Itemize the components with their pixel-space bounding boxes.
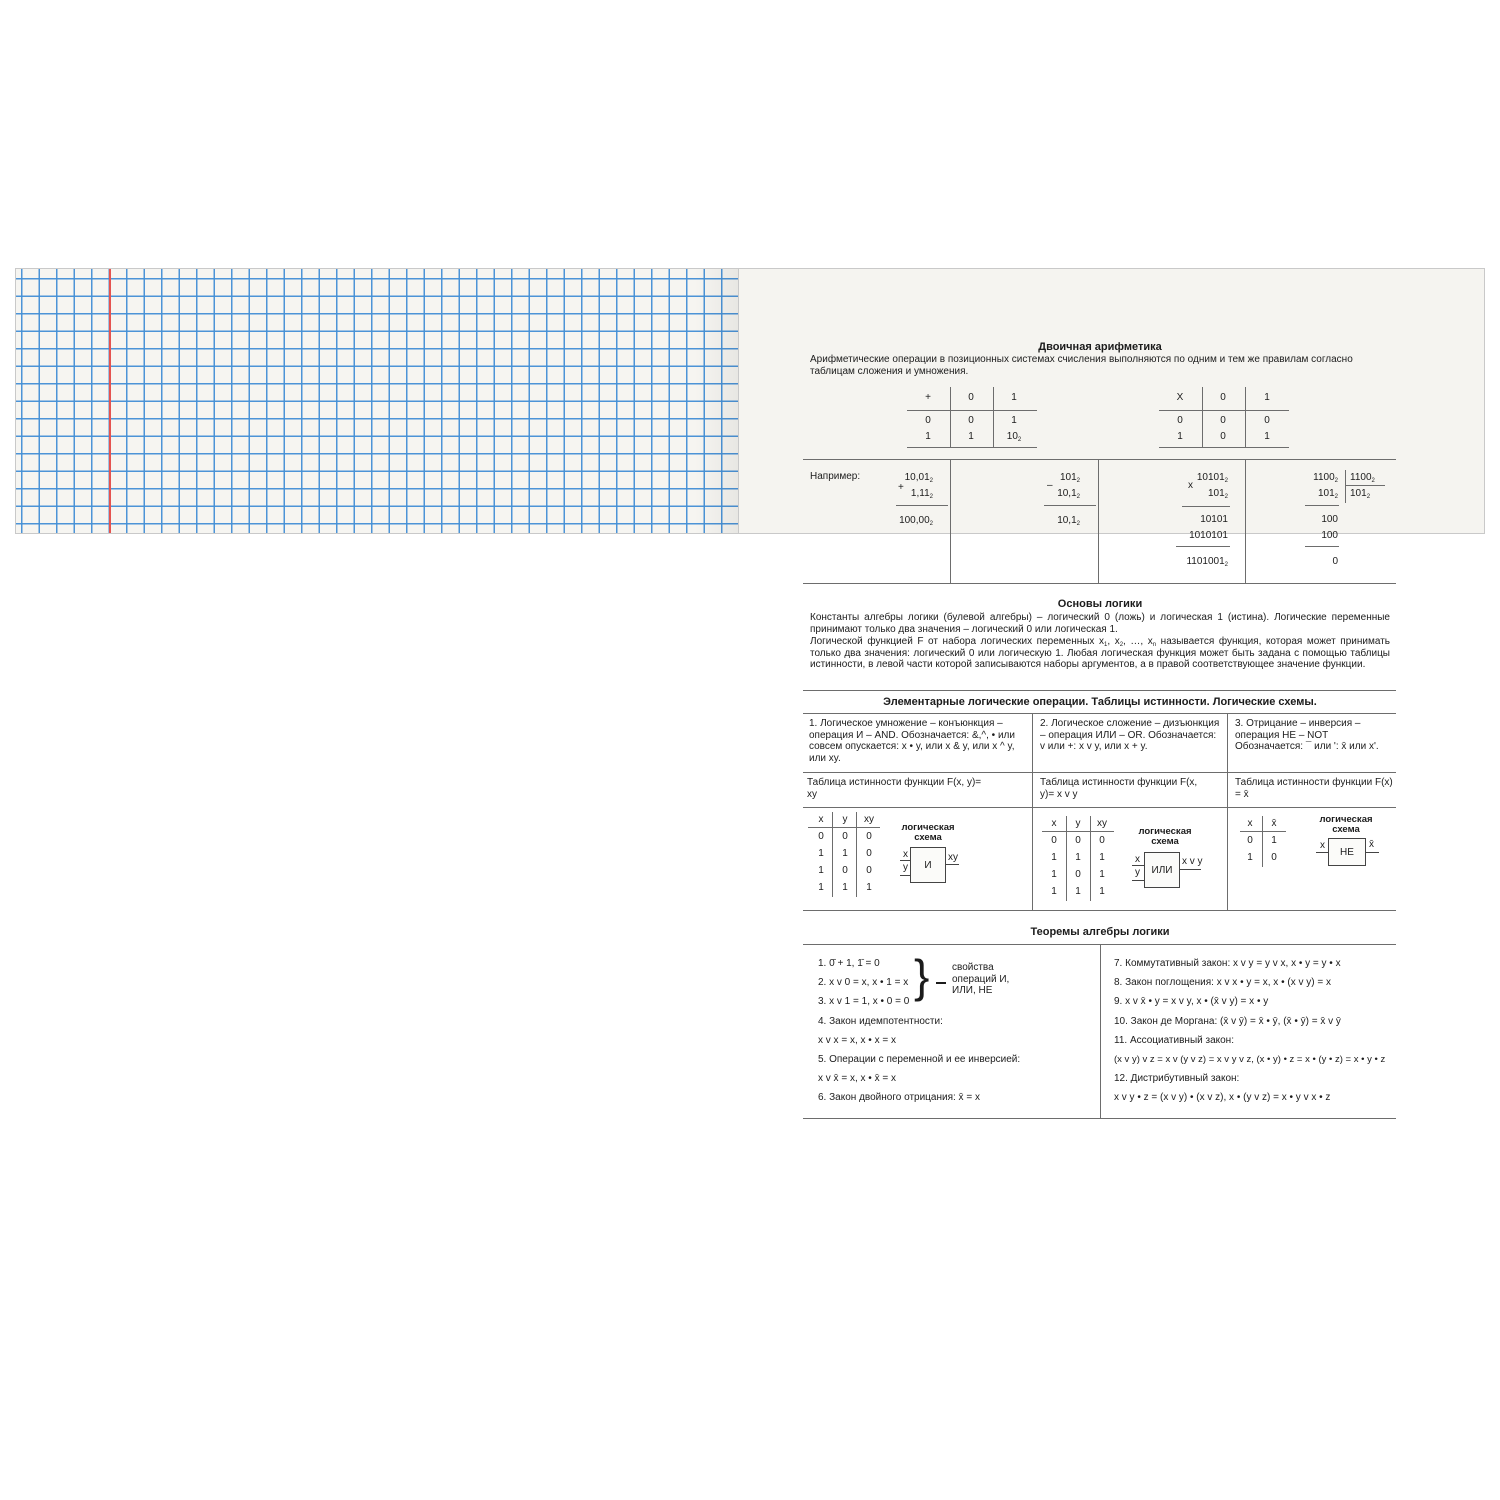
table-cell: 0 [1264,415,1270,426]
theorem-1: 1. 0̄ + 1, 1̄ = 0 [818,958,880,969]
logic-basics-title: Основы логики [1057,598,1143,610]
theorem-7: 7. Коммутативный закон: x v y = y v x, x • y = y • x [1114,958,1341,969]
table-cell: 0 [1220,415,1226,426]
theorem-12: 12. Дистрибутивный закон: [1114,1073,1240,1084]
binary-arithmetic-intro: Арифметические операции в позиционных системах счисления выполняются по одним и тем же правилам согласно таблицам сложения и умножения. [810,354,1353,377]
table-cell: 1 [1264,431,1270,442]
reference-page [739,268,1485,534]
table-cell: 0 [1220,392,1226,403]
scheme-label: логическая схема [901,822,955,843]
theorem-5-formula: x v x̄ = x, x • x̄ = x [818,1073,896,1084]
table-cell: 1 [1011,415,1017,426]
grid-page [15,268,739,534]
binary-arithmetic-title: Двоичная арифметика [1038,341,1162,353]
theorem-4: 4. Закон идемпотентности: [818,1016,943,1027]
and-gate: И [910,847,946,883]
elementary-title: Элементарные логические операции. Таблицы истинности. Логические схемы. [883,696,1317,708]
table-cell: 1 [925,431,931,442]
scheme-label: логическая схема [1319,814,1373,835]
truth-table-not-title: Таблица истинности функции F(x) = x̄ [1235,777,1393,800]
table-cell: 0 [1220,431,1226,442]
theorem-4-formula: x v x = x, x • x = x [818,1035,896,1046]
operation-and-description: 1. Логическое умножение – конъюнкция – операция И – AND. Обозначается: &,^, • или совсем опускается: x • y, или x & y, или x ^ y, или xy. [809,718,1015,764]
table-cell: 0 [968,415,974,426]
table-cell: + [925,392,931,403]
theorem-11: 11. Ассоциативный закон: [1114,1035,1234,1046]
table-cell: 0 [925,415,931,426]
table-cell: 1 [1011,392,1017,403]
theorem-5: 5. Операции с переменной и ее инверсией: [818,1054,1021,1065]
theorem-3: 3. x v 1 = 1, x • 0 = 0 [818,996,910,1007]
not-gate: НЕ [1328,838,1366,866]
logic-basics-paragraph-2: Логической функцией F от набора логических переменных $x_1$, $x_2$, …, $x_n$ называется функция, которая может принимать только два значения: логический 0 или логическую 1. Любая логическая функция может быть задана с помощью таблицы истинности, в левой части которой записываются наборы аргументов, а в правой соответствующее значение функции. [810,636,1390,670]
theorem-10: 10. Закон де Моргана: (x̄ v ȳ) = x̄ • ȳ, (x̄ • ȳ) = x̄ v ȳ [1114,1016,1341,1027]
theorem-9: 9. x v x̄ • y = x v y, x • (x̄ v y) = x • y [1114,996,1269,1007]
brace-note: свойства операций И, ИЛИ, НЕ [952,962,1010,996]
theorem-6: 6. Закон двойного отрицания: x̄ = x [818,1092,980,1103]
dash-icon [936,982,946,984]
table-cell: $10_2$ [1006,431,1022,443]
theorem-8: 8. Закон поглощения: x v x • y = x, x • (x v y) = x [1114,977,1331,988]
margin-line [109,269,111,533]
theorem-2: 2. x v 0 = x, x • 1 = x [818,977,909,988]
example-label: Например: [810,471,861,482]
theorems-title: Теоремы алгебры логики [1030,926,1170,938]
theorem-11-formula: (x v y) v z = x v (y v z) = x v y v z, (x • y) • z = x • (y • z) = x • y • z [1114,1054,1386,1065]
table-cell: 0 [1177,415,1183,426]
table-cell: X [1176,392,1184,403]
truth-table-and-title: Таблица истинности функции F(x, y)= xy [807,777,982,800]
operation-not-description: 3. Отрицание – инверсия – операция НЕ – NOT Обозначается: ¯ или ': x̄ или x'. [1235,718,1379,752]
logic-basics-paragraph-1: Константы алгебры логики (булевой алгебры) – логический 0 (ложь) и логическая 1 (истина). Логические переменные принимают только два значения – логический 0 или логическая 1. [810,612,1390,635]
table-cell: 1 [1264,392,1270,403]
or-gate: ИЛИ [1144,852,1180,888]
brace-icon: } [914,950,930,1002]
table-cell: 1 [968,431,974,442]
table-cell: 0 [968,392,974,403]
operation-or-description: 2. Логическое сложение – дизъюнкция – операция ИЛИ – OR. Обозначается: v или +: x v y, или x + y. [1040,718,1220,752]
truth-table-or-title: Таблица истинности функции F(x, y)= x v y [1040,777,1198,800]
scheme-label: логическая схема [1138,826,1192,847]
theorem-12-formula: x v y • z = (x v y) • (x v z), x • (y v z) = x • y v x • z [1114,1092,1331,1103]
table-cell: 1 [1177,431,1183,442]
